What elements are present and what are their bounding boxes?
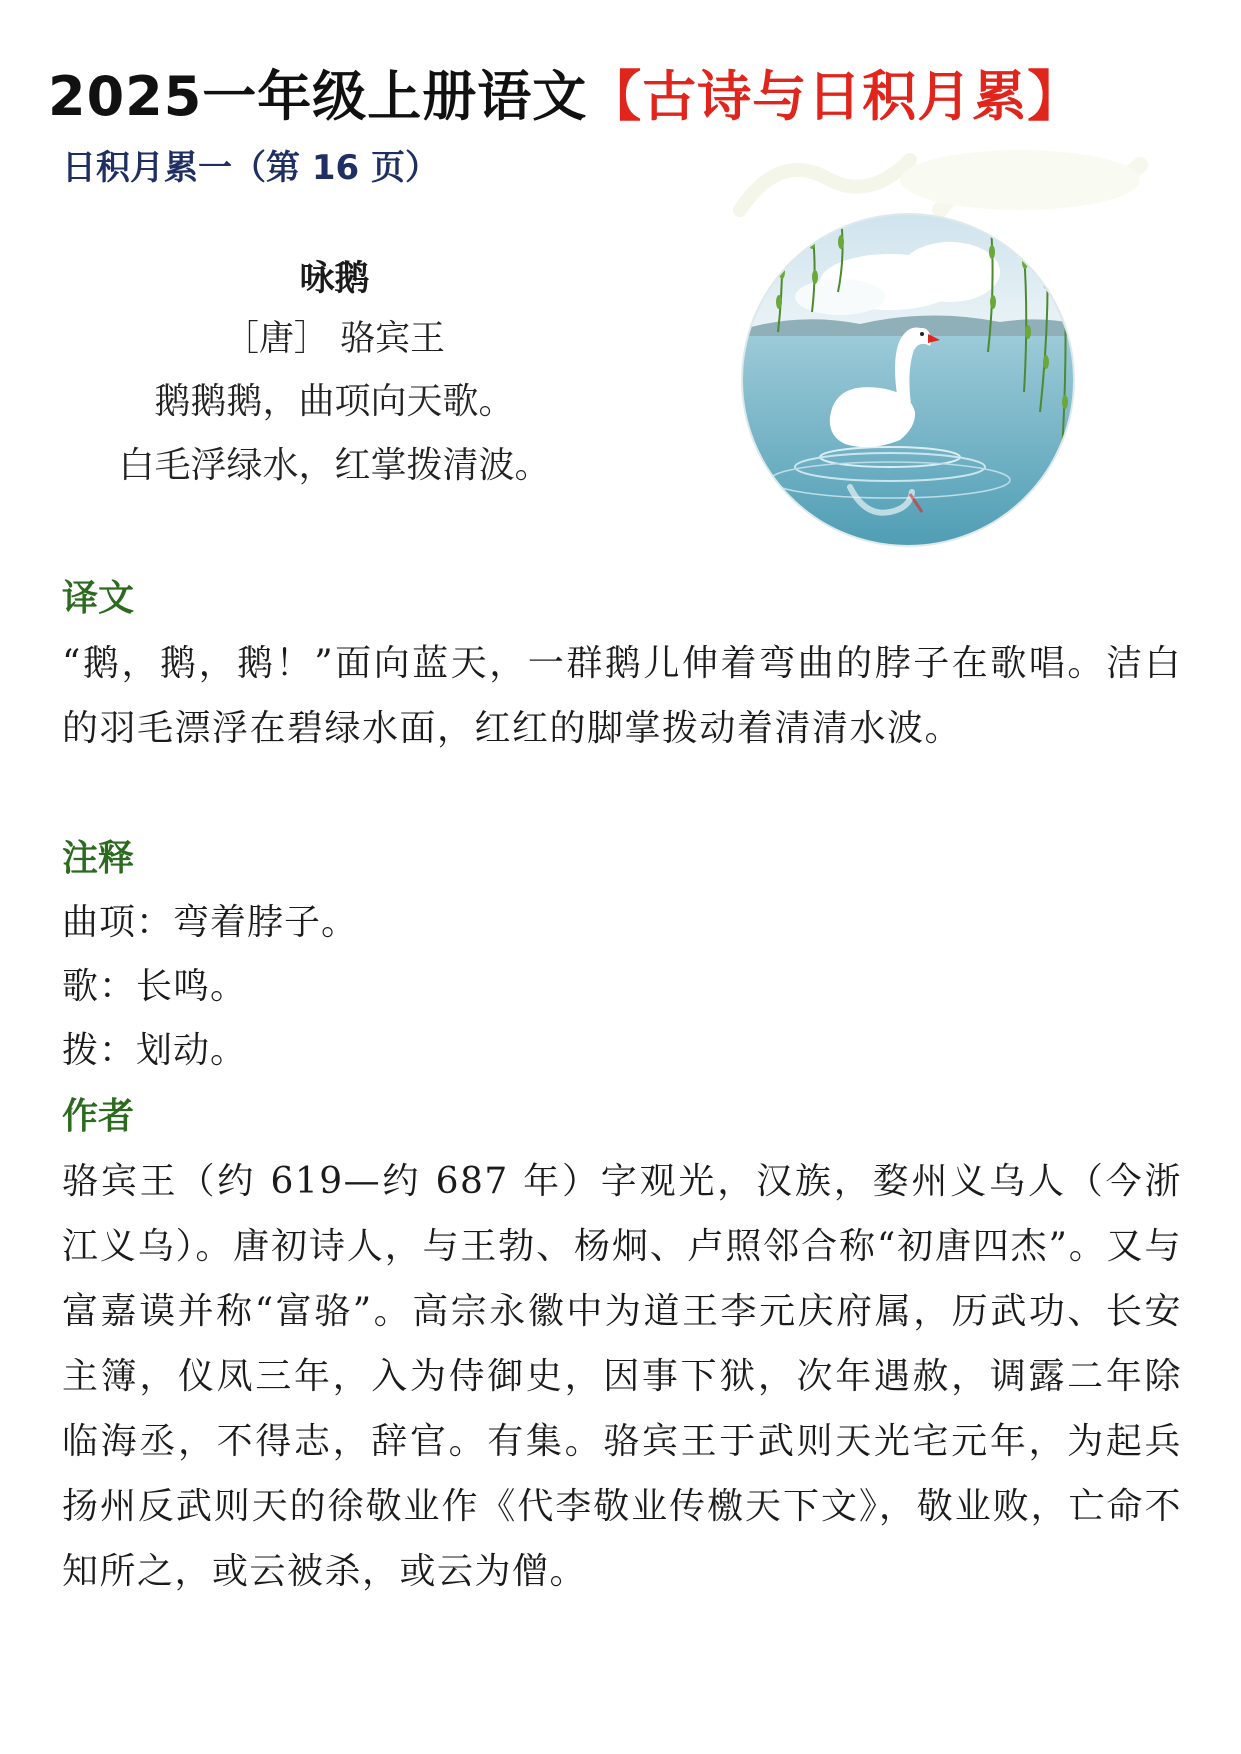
poem-line: 鹅鹅鹅，曲项向天歌。 xyxy=(154,381,515,422)
title-prefix: 2025一年级上册语文 xyxy=(48,65,588,128)
author-bio-text: 骆宾王（约 619—约 687 年）字观光，汉族，婺州义乌人（今浙江义乌）。唐初诗人，与王勃、杨炯、卢照邻合称“初唐四杰”。又与富嘉谟并称“富骆”。高宗永徽中为道王李元庆府属，历武功、长安主簿，仪凤三年，入为侍御史，因事下狱，次年遇赦，调露二年除临海丞，不得志，辞官。有集。骆宾王于武则天光宅元年，为起兵扬州反武则天的徐敬业作《代李敬业传檄天下文》，敬业败，亡命不知所之，或云被杀，或云为僧。 xyxy=(62,1161,1182,1592)
author-heading: 作者 xyxy=(62,1096,135,1137)
poem-author: ［唐］ 骆宾王 xyxy=(223,319,446,359)
notes-heading: 注释 xyxy=(62,838,135,879)
page-title xyxy=(48,52,1208,142)
page-subtitle: 日积月累一（第 16 页） xyxy=(62,148,439,188)
note-item: 拨：划动。 xyxy=(62,1030,248,1071)
swan-illustration xyxy=(740,212,1076,548)
title-accent: 【古诗与日积月累】 xyxy=(587,65,1083,128)
poem-line: 白毛浮绿水，红掌拨清波。 xyxy=(118,445,551,486)
note-item: 歌：长鸣。 xyxy=(62,966,248,1007)
faded-decoration xyxy=(720,140,1190,220)
translation-text: “鹅，鹅，鹅！”面向蓝天，一群鹅儿伸着弯曲的脖子在歌唱。洁白的羽毛漂浮在碧绿水面，红红的脚掌拨动着清清水波。 xyxy=(62,643,1182,749)
poem-title: 咏鹅 xyxy=(299,259,370,299)
note-item: 曲项：弯着脖子。 xyxy=(62,902,359,943)
translation-heading: 译文 xyxy=(62,578,135,619)
poem-block xyxy=(62,250,607,498)
